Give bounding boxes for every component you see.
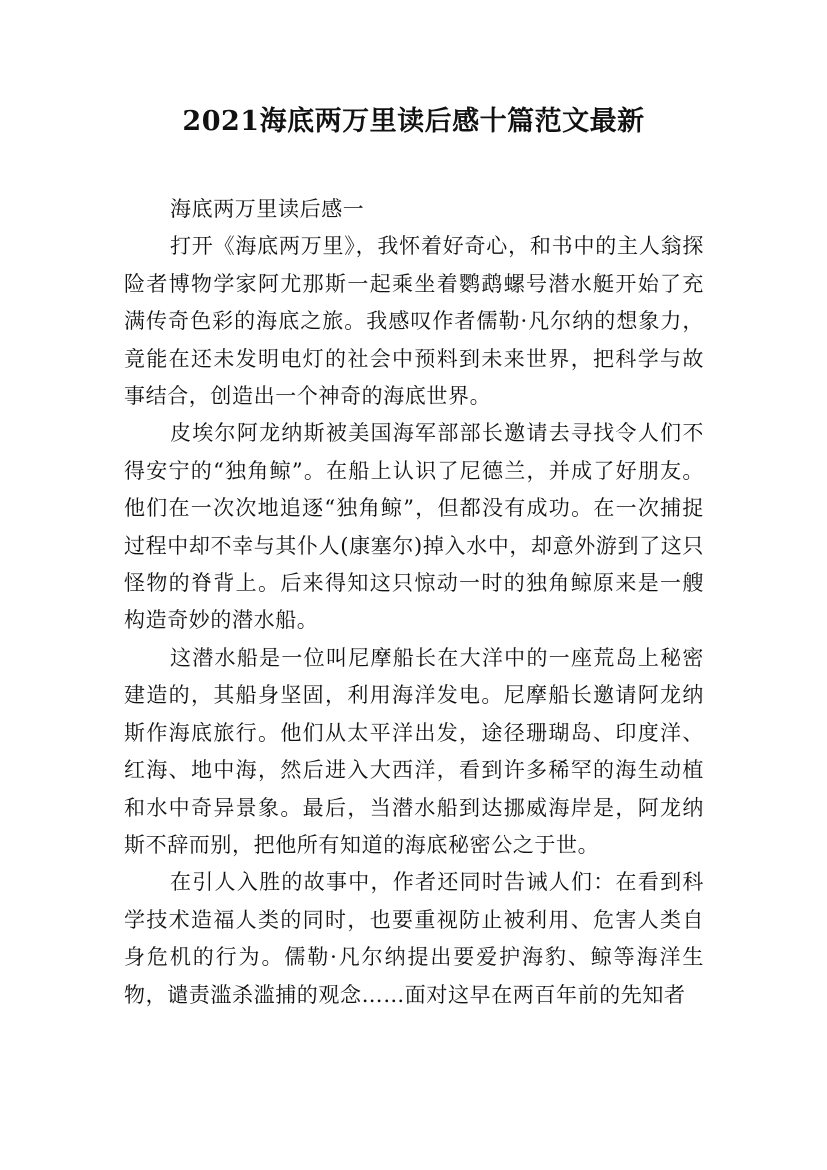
paragraph-3: 这潜水船是一位叫尼摩船长在大洋中的一座荒岛上秘密建造的，其船身坚固，利用海洋发电。尼摩船长邀请阿龙纳斯作海底旅行。他们从太平洋出发，途径珊瑚岛、印度洋、红海、地中海，然后进入大西洋，看到许多稀罕的海生动植和水中奇异景象。最后，当潜水船到达挪威海岸是，阿龙纳斯不辞而别，把他所有知道的海底秘密公之于世。 [124, 645, 704, 857]
paragraph-1: 打开《海底两万里》，我怀着好奇心，和书中的主人翁探险者博物学家阿尤那斯一起乘坐着鹦鹉螺号潜水艇开始了充满传奇色彩的海底之旅。我感叹作者儒勒·凡尔纳的想象力，竟能在还未发明电灯的社会中预料到未来世界，把科学与故事结合，创造出一个神奇的海底世界。 [124, 234, 704, 409]
section-heading: 海底两万里读后感一 [170, 197, 365, 221]
document-title: 2021海底两万里读后感十篇范文最新 [182, 106, 645, 137]
paragraph-2: 皮埃尔阿龙纳斯被美国海军部部长邀请去寻找令人们不得安宁的“独角鲸”。在船上认识了尼德兰，并成了好朋友。他们在一次次地追逐“独角鲸”，但都没有成功。在一次捕捉过程中却不幸与其仆人(康塞尔)掉入水中，却意外游到了这只怪物的脊背上。后来得知这只惊动一时的独角鲸原来是一艘构造奇妙的潜水船。 [124, 421, 704, 633]
document-body [124, 191, 704, 1014]
paragraph-4: 在引人入胜的故事中，作者还同时告诫人们：在看到科学技术造福人类的同时，也要重视防止被利用、危害人类自身危机的行为。儒勒·凡尔纳提出要爱护海豹、鲸等海洋生物，谴责滥杀滥捕的观念……面对这早在两百年前的先知者 [124, 870, 704, 1007]
